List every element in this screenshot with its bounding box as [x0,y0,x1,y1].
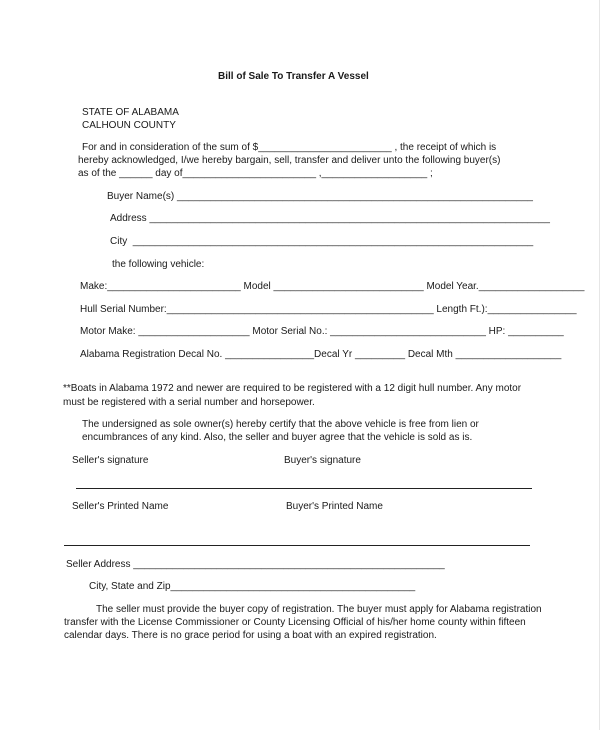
footer-line-1: The seller must provide the buyer copy of registration. The buyer must apply for Alabama registration [96,604,542,615]
registration-notice-line-1: **Boats in Alabama 1972 and newer are required to be registered with a 12 digit hull number. Any motor [63,383,522,394]
printed-name-line [64,545,530,546]
buyer-city-field: City ________________________________________________________________________ [110,236,534,247]
decal-row: Alabama Registration Decal No. ________________Decal Yr _________ Decal Mth ___________________ [80,349,562,360]
county-heading: CALHOUN COUNTY [82,120,176,131]
buyer-address-field: Address ________________________________________________________________________ [110,213,550,224]
registration-notice-line-2: must be registered with a serial number and horsepower. [63,397,315,408]
footer-line-3: calendar days. There is no grace period for using a boat with an expired registration. [64,630,437,641]
hull-serial-row: Hull Serial Number:________________________________________________ Length Ft.):________________ [80,304,577,315]
state-heading: STATE OF ALABAMA [82,107,179,118]
seller-printed-name-label: Seller's Printed Name [72,501,169,512]
certify-line-2: encumbrances of any kind. Also, the seller and buyer agree that the vehicle is sold as is. [82,432,473,443]
buyer-printed-name-label: Buyer's Printed Name [286,501,383,512]
consideration-line-2: hereby acknowledged, I/we hereby bargain, sell, transfer and deliver unto the following buyer(s) [78,155,501,166]
seller-signature-label: Seller's signature [72,455,149,466]
footer-line-2: transfer with the License Commissioner or County Licensing Official of his/her home county within fifteen [64,617,526,628]
certify-line-1: The undersigned as sole owner(s) hereby certify that the above vehicle is free from lien or [82,419,479,430]
document-title: Bill of Sale To Transfer A Vessel [218,71,369,82]
buyer-signature-label: Buyer's signature [284,455,361,466]
signature-line [76,488,532,489]
vehicle-intro: the following vehicle: [112,259,205,270]
consideration-line-3: as of the ______ day of________________________ ,___________________ ; [78,168,433,179]
seller-address-field: Seller Address ________________________________________________________ [66,559,445,570]
buyer-name-field: Buyer Name(s) ________________________________________________________________ [107,191,533,202]
consideration-line-1: For and in consideration of the sum of $________________________ , the receipt of which is [82,142,497,153]
vehicle-make-row: Make:________________________ Model ___________________________ Model Year.___________________ [80,281,585,292]
city-state-zip-field: City, State and Zip____________________________________________ [89,581,416,592]
motor-row: Motor Make: ____________________ Motor Serial No.: ____________________________ HP: __________ [80,326,564,337]
